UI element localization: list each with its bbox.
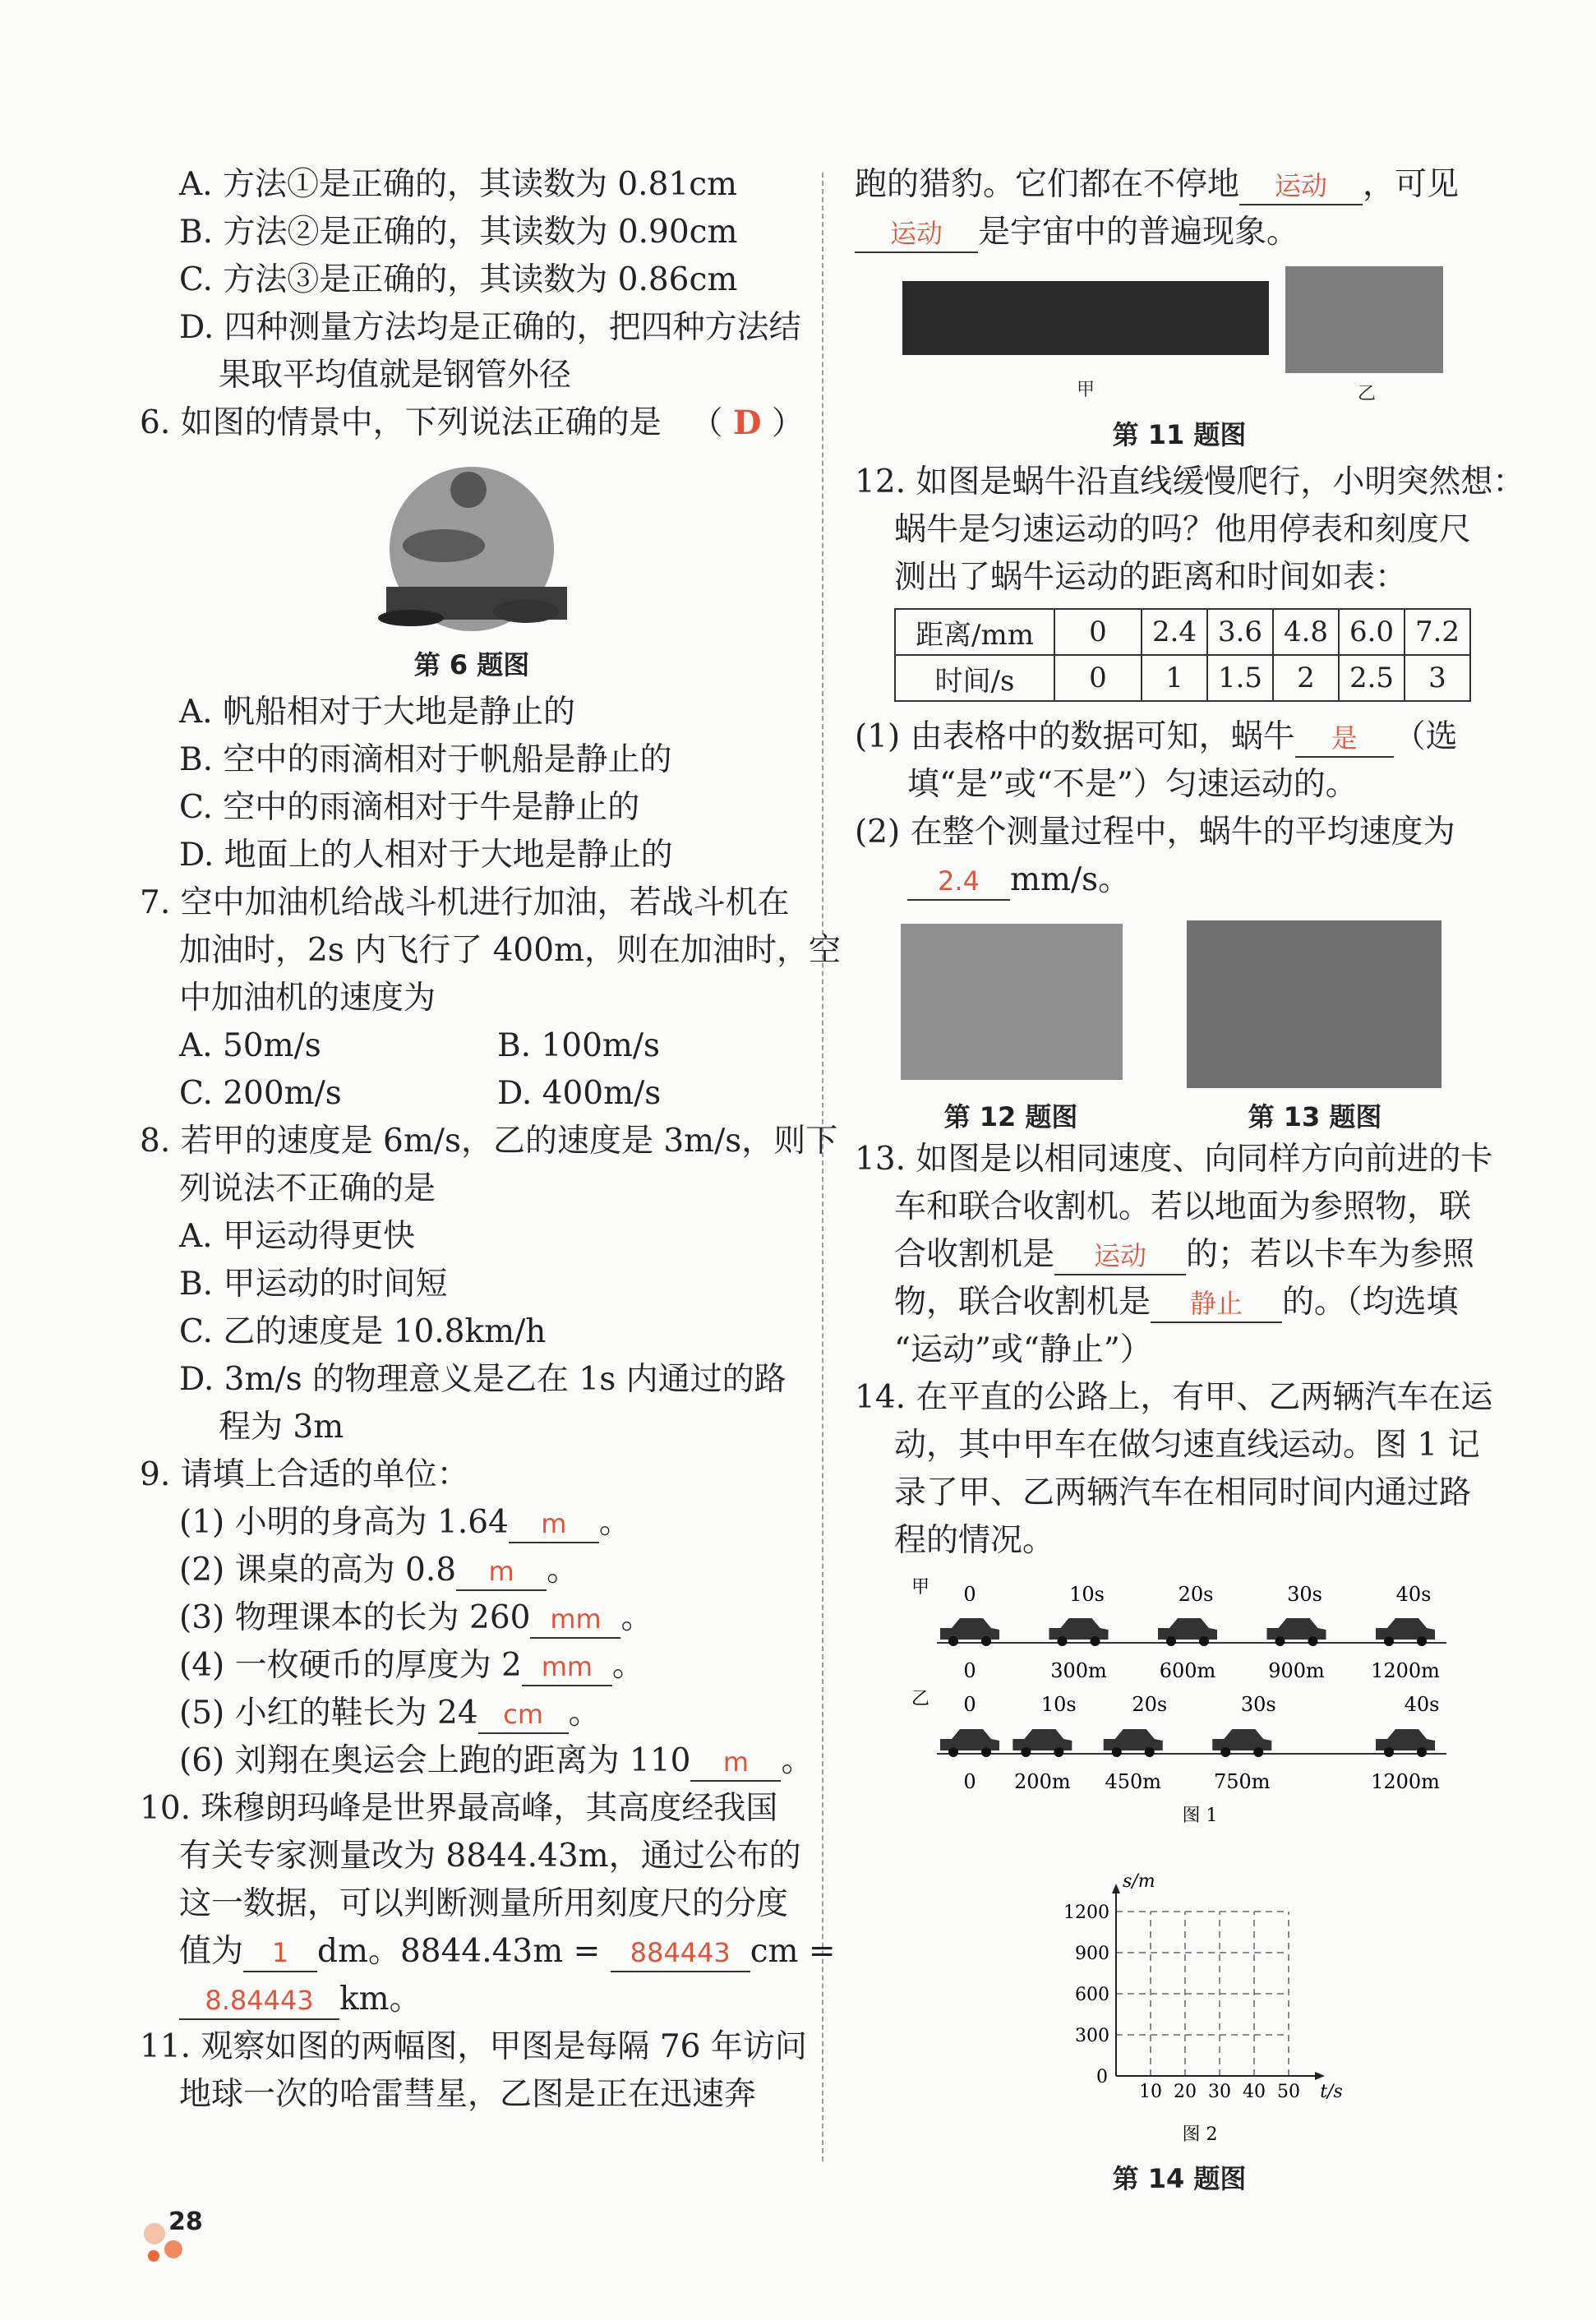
x-tick-label: 30 [1208, 2082, 1231, 2102]
q9-answer: m [509, 1506, 599, 1543]
q11-stem [140, 2023, 807, 2119]
q5opts-line: C. 方法③是正确的，其读数为 0.86cm [179, 261, 738, 298]
q12-13-captions: 第 12 题图 第 13 题图 [943, 1101, 1382, 1132]
q12-13-figures [855, 904, 1504, 1088]
q12-part1-a: (1) 由表格中的数据可知，蜗牛 是 （选 [855, 713, 1504, 761]
decor-dot [148, 2250, 159, 2262]
q14lines-line: 程的情况。 [894, 1522, 1055, 1559]
decor-dot [164, 2240, 182, 2258]
dist-label-a: 1200m [1371, 1659, 1440, 1682]
q11-line3: 跑的猎豹。它们都在不停地 运动 ，可见 [855, 161, 1504, 209]
q10lines-line: 这一数据，可以判断测量所用刻度尺的分度 [179, 1885, 789, 1922]
q6-options [140, 689, 804, 879]
x-axis-arrow [1315, 2072, 1325, 2080]
y-axis-label: s/m [1123, 1871, 1155, 1892]
time-label-a: 40s [1395, 1583, 1432, 1606]
q13lines-line: 车和联合收割机。若以地面为参照物，联 [894, 1188, 1472, 1225]
car-icon [1376, 1729, 1435, 1750]
table-row: 时间/s 0 1 1.5 2 2.5 3 [895, 655, 1470, 701]
car-icon [1267, 1618, 1326, 1640]
time-label-b: 0 [963, 1693, 976, 1716]
car-wheel [1145, 1747, 1155, 1757]
q6-caption: 第 6 题图 [413, 649, 530, 680]
q9-answer: m [690, 1744, 781, 1782]
q7-options-row2: C. 200m/s D. 400m/s [179, 1075, 662, 1112]
q5opts-line: A. 方法①是正确的，其读数为 0.81cm [179, 166, 738, 203]
car-icon [1012, 1729, 1072, 1750]
q12-table-wrap [855, 602, 1504, 713]
q12-part2-a: (2) 在整个测量过程中，蜗牛的平均速度为 [855, 814, 1455, 851]
q14-caption: 第 14 题图 [1112, 2163, 1247, 2194]
car-icon [1158, 1618, 1217, 1640]
fig1-label: 图 1 [1182, 1806, 1218, 1826]
q13-line4: 物，联合收割机是 静止 的。（均选填 [855, 1279, 1504, 1326]
cheetah-photo [1285, 266, 1443, 373]
q8opts-line: D. 3m/s 的物理意义是乙在 1s 内通过的路 [179, 1361, 786, 1398]
q13lines-line: 13. 如图是以相同速度、向同样方向前进的卡 [855, 1141, 1493, 1178]
q8lines-line: 列说法不正确的是 [179, 1170, 436, 1207]
q12-part1-b: 填“是”或“不是”）匀速运动的。 [907, 766, 1358, 803]
decor-dot [144, 2223, 165, 2244]
time-label-b: 10s [1040, 1693, 1077, 1716]
q14lines-line: 录了甲、乙两辆汽车在相同时间内通过路 [894, 1474, 1472, 1511]
q9-answer: mm [530, 1601, 620, 1639]
q7lines-line: 加油时，2s 内飞行了 400m，则在加油时，空 [179, 932, 842, 969]
q8-options [140, 1213, 804, 1451]
q8lines-line: 8. 若甲的速度是 6m/s，乙的速度是 3m/s，则下 [140, 1123, 838, 1160]
q9-items [140, 1499, 814, 1785]
q9-item: (2) 课桌的高为 0.8 m 。 [140, 1547, 804, 1594]
q10-answer-1: 1 [243, 1935, 317, 1972]
page-number: 28 [168, 2207, 203, 2236]
q8-stem [140, 1118, 838, 1213]
time-label-a: 30s [1287, 1583, 1322, 1606]
harvester-photo [1187, 920, 1441, 1088]
x-tick-label: 40 [1243, 2082, 1266, 2102]
y-axis-arrow [1112, 1884, 1120, 1893]
car-wheel [981, 1747, 991, 1757]
q7-stem [140, 879, 842, 1022]
q9-answer: m [456, 1553, 547, 1591]
q14lines-line: 动，其中甲车在做匀速直线运动。图 1 记 [894, 1427, 1480, 1464]
q6-answer: D [732, 404, 762, 442]
dist-label-a: 600m [1159, 1659, 1216, 1682]
car-wheel [1199, 1636, 1209, 1646]
y-tick-label: 600 [1075, 1985, 1109, 2005]
q11-answer-2: 运动 [855, 215, 978, 253]
time-label-a: 10s [1069, 1583, 1105, 1606]
q5opts-line: 果取平均值就是钢管外径 [219, 357, 572, 394]
column-divider [822, 173, 823, 2161]
car-wheel [1384, 1636, 1394, 1646]
q14-figure-2 [855, 1831, 1504, 2152]
car-a-label: 甲 [911, 1577, 930, 1598]
car-wheel [1112, 1747, 1122, 1757]
car-icon [1376, 1618, 1435, 1640]
q6-figure [140, 447, 804, 641]
q9-item: (3) 物理课本的长为 260 mm 。 [140, 1594, 804, 1642]
comet-photo [902, 281, 1269, 355]
q14-figure-1 [855, 1565, 1504, 1828]
car-wheel [1384, 1747, 1394, 1757]
left-column [140, 161, 842, 2119]
car-wheel [1091, 1636, 1100, 1646]
car-icon [1212, 1729, 1271, 1750]
q11lines-line: 地球一次的哈雷彗星，乙图是正在迅速奔 [179, 2076, 757, 2113]
car-wheel [1417, 1636, 1427, 1646]
dist-label-a: 900m [1268, 1659, 1325, 1682]
q13-line5: “运动”或“静止”） [894, 1331, 1152, 1368]
q5opts-line: D. 四种测量方法均是正确的，把四种方法结 [179, 309, 801, 346]
q6opts-line: A. 帆船相对于大地是静止的 [179, 694, 575, 731]
q12lines-line: 测出了蜗牛运动的距离和时间如表： [894, 559, 1408, 596]
q7-options-row1: A. 50m/s B. 100m/s [179, 1027, 661, 1064]
q10-stem [140, 1785, 804, 1928]
q14-stem [855, 1374, 1504, 1565]
q13-line3: 合收割机是 运动 的；若以卡车为参照 [855, 1231, 1504, 1279]
q14lines-line: 14. 在平直的公路上，有甲、乙两辆汽车在运 [855, 1379, 1493, 1416]
x-tick-label: 50 [1277, 2082, 1300, 2102]
x-tick-label: 10 [1139, 2082, 1162, 2102]
q10-line4: 值为 1 dm。8844.43m = 884443 cm = [140, 1928, 804, 1976]
y-tick-label: 900 [1075, 1944, 1109, 1964]
car-icon [1049, 1618, 1109, 1640]
car-wheel [1054, 1747, 1063, 1757]
time-label-a: 20s [1178, 1583, 1214, 1606]
q8opts-line: C. 乙的速度是 10.8km/h [179, 1313, 547, 1350]
q7lines-line: 中加油机的速度为 [179, 980, 436, 1017]
q10lines-line: 10. 珠穆朗玛峰是世界最高峰，其高度经我国 [140, 1790, 778, 1827]
dist-label-b: 1200m [1371, 1770, 1440, 1793]
x-axis-label: t/s [1320, 2082, 1343, 2102]
q7lines-line: 7. 空中加油机给战斗机进行加油，若战斗机在 [140, 884, 790, 921]
car-wheel [981, 1636, 991, 1646]
q6-illustration [140, 447, 804, 641]
q11-figure: 甲 乙 [855, 256, 1504, 411]
q12-part2-b: 2.4 mm/s。 [855, 856, 1504, 904]
q13-stem [855, 1136, 1504, 1231]
q9-item: (4) 一枚硬币的厚度为 2 mm 。 [140, 1642, 804, 1690]
car-icon [940, 1618, 999, 1640]
car-wheel [1166, 1636, 1176, 1646]
q11lines-line: 11. 观察如图的两幅图，甲图是每隔 76 年访问 [140, 2028, 807, 2065]
q11-caption: 第 11 题图 [1112, 419, 1247, 450]
car-wheel [1308, 1636, 1318, 1646]
q9-item: (5) 小红的鞋长为 24 cm 。 [140, 1690, 804, 1737]
car-wheel [1417, 1747, 1427, 1757]
q11-answer-1: 运动 [1239, 168, 1363, 205]
time-label-b: 30s [1240, 1693, 1276, 1716]
dist-label-b: 750m [1213, 1770, 1271, 1793]
table-row: 距离/mm 0 2.4 3.6 4.8 6.0 7.2 [895, 609, 1470, 655]
car-wheel [1220, 1747, 1230, 1757]
car-wheel [1275, 1636, 1285, 1646]
q12-answer-2: 2.4 [907, 863, 1010, 901]
q8opts-line: B. 甲运动的时间短 [179, 1266, 448, 1303]
dist-label-a: 300m [1050, 1659, 1107, 1682]
time-label-b: 20s [1132, 1693, 1168, 1716]
dist-label-a: 0 [963, 1659, 976, 1682]
car-wheel [1253, 1747, 1263, 1757]
q9-answer: cm [478, 1696, 569, 1734]
q12-answer-1: 是 [1295, 720, 1394, 758]
car-b-label: 乙 [911, 1689, 930, 1709]
dist-label-b: 200m [1014, 1770, 1071, 1793]
q12lines-line: 12. 如图是蜗牛沿直线缓慢爬行，小明突然想： [855, 464, 1525, 500]
car-wheel [948, 1747, 958, 1757]
car-icon [1104, 1729, 1163, 1750]
q6opts-line: C. 空中的雨滴相对于牛是静止的 [179, 789, 640, 826]
q10-answer-2: 884443 [611, 1935, 750, 1972]
right-column [855, 161, 1525, 2202]
time-label-b: 40s [1404, 1693, 1440, 1716]
q13-answer-1: 运动 [1054, 1238, 1186, 1275]
car-wheel [1058, 1636, 1068, 1646]
q6-stem: 6. 如图的情景中，下列说法正确的是 （ D ） [140, 404, 804, 442]
q9-item: (6) 刘翔在奥运会上跑的距离为 110 m 。 [140, 1737, 804, 1785]
origin-label: 0 [1096, 2067, 1108, 2087]
car-icon [940, 1729, 999, 1750]
snail-photo [901, 924, 1123, 1080]
q5opts-line: B. 方法②是正确的，其读数为 0.90cm [179, 214, 738, 251]
q10-answer-3: 8.84443 [179, 1982, 339, 2020]
q11-line4: 运动 是宇宙中的普遍现象。 [855, 209, 1504, 256]
y-tick-label: 1200 [1063, 1903, 1109, 1923]
dist-label-b: 450m [1105, 1770, 1162, 1793]
fig2-label: 图 2 [1182, 2124, 1218, 2145]
time-label-a: 0 [963, 1583, 976, 1606]
y-tick-label: 300 [1075, 2026, 1109, 2046]
q13-answer-2: 静止 [1151, 1285, 1282, 1323]
car-wheel [948, 1636, 958, 1646]
q8opts-line: A. 甲运动得更快 [179, 1218, 415, 1255]
q12lines-line: 蜗牛是匀速运动的吗？他用停表和刻度尺 [894, 511, 1472, 548]
q6opts-line: D. 地面上的人相对于大地是静止的 [179, 837, 673, 874]
q9-answer: mm [522, 1649, 612, 1686]
car-wheel [1021, 1747, 1031, 1757]
q12-stem [855, 459, 1525, 602]
q8opts-line: 程为 3m [219, 1409, 344, 1446]
q10lines-line: 有关专家测量改为 8844.43m，通过公布的 [179, 1838, 801, 1875]
q12-data-table [894, 608, 1471, 702]
x-tick-label: 20 [1174, 2082, 1197, 2102]
q9-item: (1) 小明的身高为 1.64 m 。 [140, 1499, 804, 1547]
q9-stem: 9. 请填上合适的单位： [140, 1456, 469, 1493]
q5-options [140, 161, 804, 399]
q6opts-line: B. 空中的雨滴相对于帆船是静止的 [179, 741, 672, 778]
dist-label-b: 0 [963, 1770, 976, 1793]
q10-line5: 8.84443 km。 [140, 1976, 804, 2023]
